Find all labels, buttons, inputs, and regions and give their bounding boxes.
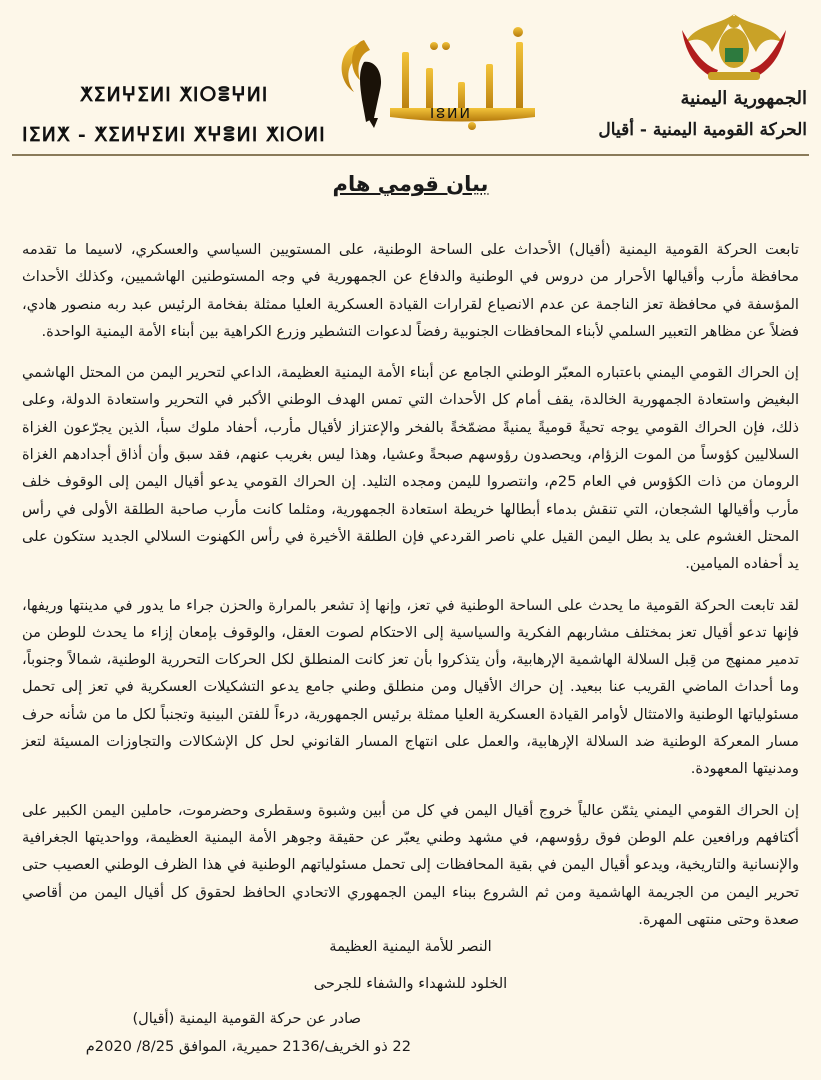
paragraph: لقد تابعت الحركة القومية ما يحدث على الساحة الوطنية في تعز، وإنها إذ تشعر بالمرارة والحزن جراء ما يدور في مدينتها وريفها، فإنها تدعو أقيال تعز بمختلف مشاربهم الفكرية والسياسية إلى الاحتكام لصوت العقل، والوقوف بإمعان إزاء ما يحدث للوطن من تدمير ممنهج من قِبل السلالة الهاشمية الإرهابية، وأن يتذكروا بأن تعز كانت المنطلق لكل الحركات التحررية الوطنية، شمالاً وجنوباً، وما أحداث الماضي القريب عنا ببعيد. إن حراك الأقيال ومن منطلق وطني جامع يدعو التشكيلات العسكرية في تعز إلى تحمل مسئولياتها الوطنية والامتثال لأوامر القيادة العسكرية العليا ممثلة برئيس الجمهورية، درءاً للفتن البينية وتجنباً لكل ما من شأنه حرف مسار المعركة الوطنية ضد السلالة الإرهابية، والعمل على انتهاج المسار القانوني لحل كل الإشكالات والتجاوزات المسيئة لتعز ومدنيتها المعهودة.: [22, 596, 799, 778]
svg-text:أقيال: أقيال: [340, 22, 343, 23]
paragraph: إن الحراك القومي اليمني يثمّن عالياً خروج أقيال اليمن في كل من أبين وشبوة وسقطرى وحضرموت، حاملين اليمن الكبير على أكتافهم ورافعين علم الوطن فوق رؤوسهم، في مشهد وطني يعبّر عن حقيقة وجوهر الأمة اليمنية العظيمة، وواحديتها الجغرافية والإنسانية والتاريخية، ويدعو أقيال اليمن في بقية المحافظات إلى تحمل مسئولياتهم الوطنية في هذا الظرف الوطني العصيب حتى تحرير اليمن من الجريمة الهاشمية ومن ثم الشروع ببناء اليمن الجمهوري الاتحادي الحافظ لحقوق كل أقيال اليمن من أقاصي صعدة وحتى منتهى المهرة.: [22, 801, 799, 928]
document-title: بيان قومي هام: [332, 172, 489, 196]
aqyal-logo: [330, 22, 550, 142]
closing-line-victory: النصر للأمة اليمنية العظيمة: [329, 938, 492, 955]
tifinagh-heading: ⵅⵉⵍⵖⵉⵍⵏ ⵅⵏⵔⴻⵖⵍⵏ: [80, 84, 269, 106]
paragraph: إن الحراك القومي اليمني باعتباره المعبّر الوطني الجامع عن أبناء الأمة اليمنية العظيمة، الداعي لتحرير اليمن من المحتل الهاشمي البغيض واستعادة الجمهورية الخالدة، يقف أمام كل الأحداث التي تمس الهدف الوطني الأكبر في التحرير واستعادة الدولة، وعلى ذلك، فإن الحراك القومي يوجه تحيةً قوميةً يمنيةً مضمّخةً بالفخر والإعتزاز لأقيال مأرب، أحفاد ملوك سبأ، الذين يجرّعون الغزاة السلاليين كؤوساً من الموت الزؤام، ويحصدون رؤوسهم صبحةً وعشيا، وهذا ليس بغريب عنهم، فقد سبق وأن أذاق أجدادهم الغزاة الرومان من ذات الكؤوس في العام 25م، وانتصروا لليمن ومجده التليد. إن الحراك القومي يدعو أقيال اليمن إلى الوقوف خلف مأرب وأقيالها الشجعان، التي تنقش بدماء أبطالها خريطة استعادة الجمهورية، ومثلما كانت مأرب صاحبة الطلقة الأولى في رأس المحتل الغشوم على يد بطل اليمن القيل علي ناصر القردعي فإن الطلقة الأخيرة في رأس الكهنوت السلالي الجديد ستكون على يد أحفاده الميامين.: [22, 364, 800, 573]
ibex-icon: [342, 40, 381, 128]
republic-title: الجمهورية اليمنية: [680, 88, 807, 109]
movement-title: الحركة القومية اليمنية - أقيال: [598, 120, 807, 140]
issue-date: 22 ذو الخريف/2136 حميرية، الموافق 8/25/ 2020م: [85, 1038, 411, 1055]
paragraph: تابعت الحركة القومية اليمنية (أقيال) الأحداث على الساحة الوطنية، على المستويين السياسي والعسكري، لاسيما ما تقدمه محافظة مأرب وأقيالها الأحرار من دروس في الوطنية والدفاع عن الجمهورية في وجه المستوطنين الهاشميين، وكذلك الأحداث المؤسفة في محافظة تعز الناجمة عن عدم الانصياع لقرارات القيادة العسكرية العليا ممثلة بفخامة الرئيس عبد ربه منصور هادي، فضلاً عن مظاهر التعبير السلمي لأبناء المحافظات الجنوبية رفضاً لدعوات التشطير وزرع الكراهية بين أبناء الأمة اليمنية الواحدة.: [22, 241, 799, 340]
header-divider: [12, 154, 809, 156]
logo-caption: ⵏⵓⵍⵍ: [430, 106, 472, 122]
statement-body: [22, 236, 799, 947]
tifinagh-subheading: ⵏⵉⵍⵅ - ⵅⵉⵍⵖⵉⵍⵏ ⵅⵖⴻⵍⵏ ⵅⵏⵔⵍⵏ: [22, 124, 326, 146]
closing-line-martyrs: الخلود للشهداء والشفاء للجرحى: [313, 975, 508, 992]
issuer-line: صادر عن حركة القومية اليمنية (أقيال): [132, 1010, 361, 1027]
letterhead: [0, 0, 821, 150]
yemen-eagle-emblem-icon: [678, 8, 790, 88]
